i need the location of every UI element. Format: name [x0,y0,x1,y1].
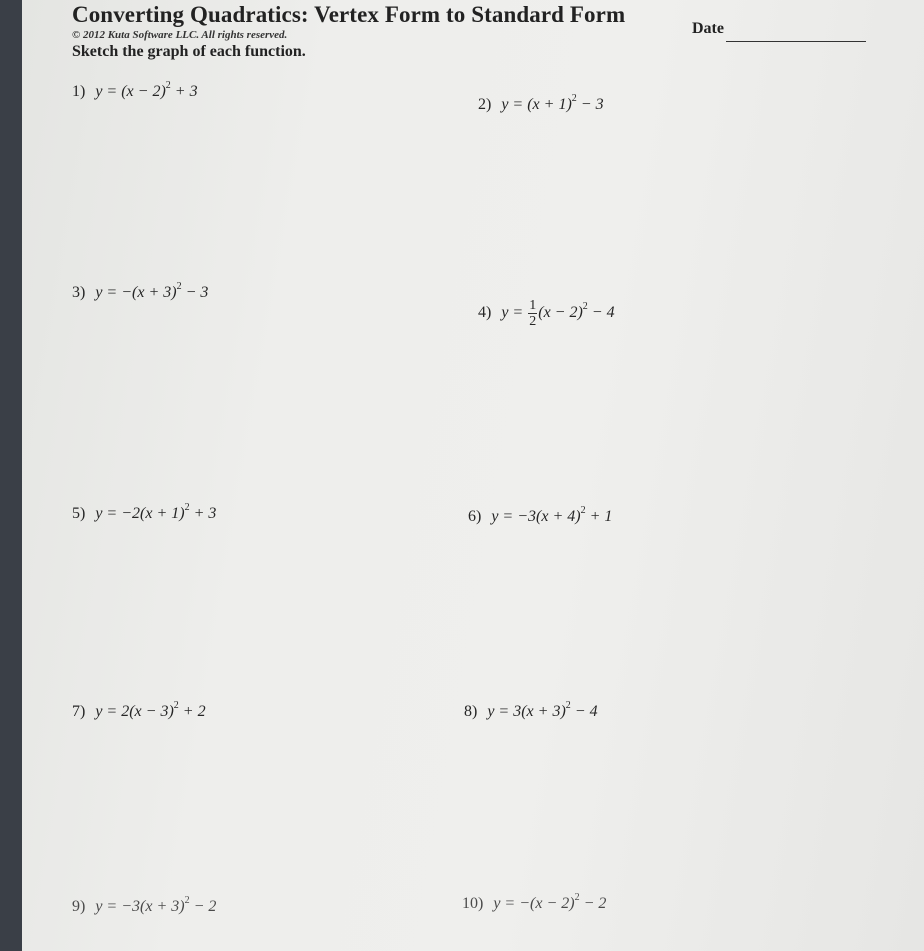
problem-number: 8) [464,703,478,720]
problem-number: 10) [462,895,484,912]
instructions: Sketch the graph of each function. [72,43,306,60]
exponent: 2 [184,502,190,513]
problem-number: 1) [72,83,86,100]
worksheet-title: Converting Quadratics: Vertex Form to Standard Form [72,2,626,27]
problem-number: 9) [72,898,86,915]
problem-number: 6) [468,508,482,525]
equation: (x − 2) [538,304,583,322]
copyright-notice: © 2012 Kuta Software LLC. All rights reserved. [72,29,288,41]
problem-7 [72,700,206,721]
equation-tail: + 3 [170,83,198,100]
problem-1 [72,80,198,101]
fraction-denominator: 2 [529,314,537,329]
equation-tail: − 3 [576,96,604,113]
equation: y = −3(x + 4) [491,508,581,525]
problem-number: 7) [72,703,86,720]
date-label: Date [692,20,724,37]
problem-3 [72,281,209,302]
equation: y = −3(x + 3) [95,898,185,915]
exponent: 2 [580,505,586,516]
problem-9 [72,895,217,916]
equation: y = 3(x + 3) [487,703,566,720]
problem-number: 4) [478,304,492,322]
fraction-numerator: 1 [529,298,537,313]
equation-tail: − 3 [181,284,209,301]
equation-tail: − 4 [570,703,598,720]
problem-10 [462,892,607,913]
equation: y = −2(x + 1) [95,505,185,522]
fraction [528,298,537,329]
equation-prefix: y = [501,304,528,322]
exponent: 2 [571,93,577,104]
exponent: 2 [574,892,580,903]
equation-tail: − 2 [189,898,217,915]
problem-8 [464,700,598,721]
exponent: 2 [565,700,571,711]
exponent: 2 [184,895,190,906]
problem-number: 5) [72,505,86,522]
equation: y = (x − 2) [95,83,166,100]
equation-tail: − 4 [587,304,615,322]
equation: y = −(x − 2) [493,895,575,912]
exponent: 2 [165,80,171,91]
equation-tail: + 3 [189,505,217,522]
worksheet-page [22,0,924,951]
exponent: 2 [582,301,588,313]
problem-4 [478,298,615,329]
problem-number: 2) [478,96,492,113]
problem-number: 3) [72,284,86,301]
exponent: 2 [173,700,179,711]
problem-5 [72,502,217,523]
problem-2 [478,93,604,114]
equation-tail: + 1 [585,508,613,525]
equation: y = (x + 1) [501,96,572,113]
equation: y = 2(x − 3) [95,703,174,720]
equation: y = −(x + 3) [95,284,177,301]
date-blank-line [726,41,866,42]
equation-tail: + 2 [178,703,206,720]
exponent: 2 [176,281,182,292]
problem-6 [468,505,613,526]
equation-tail: − 2 [579,895,607,912]
